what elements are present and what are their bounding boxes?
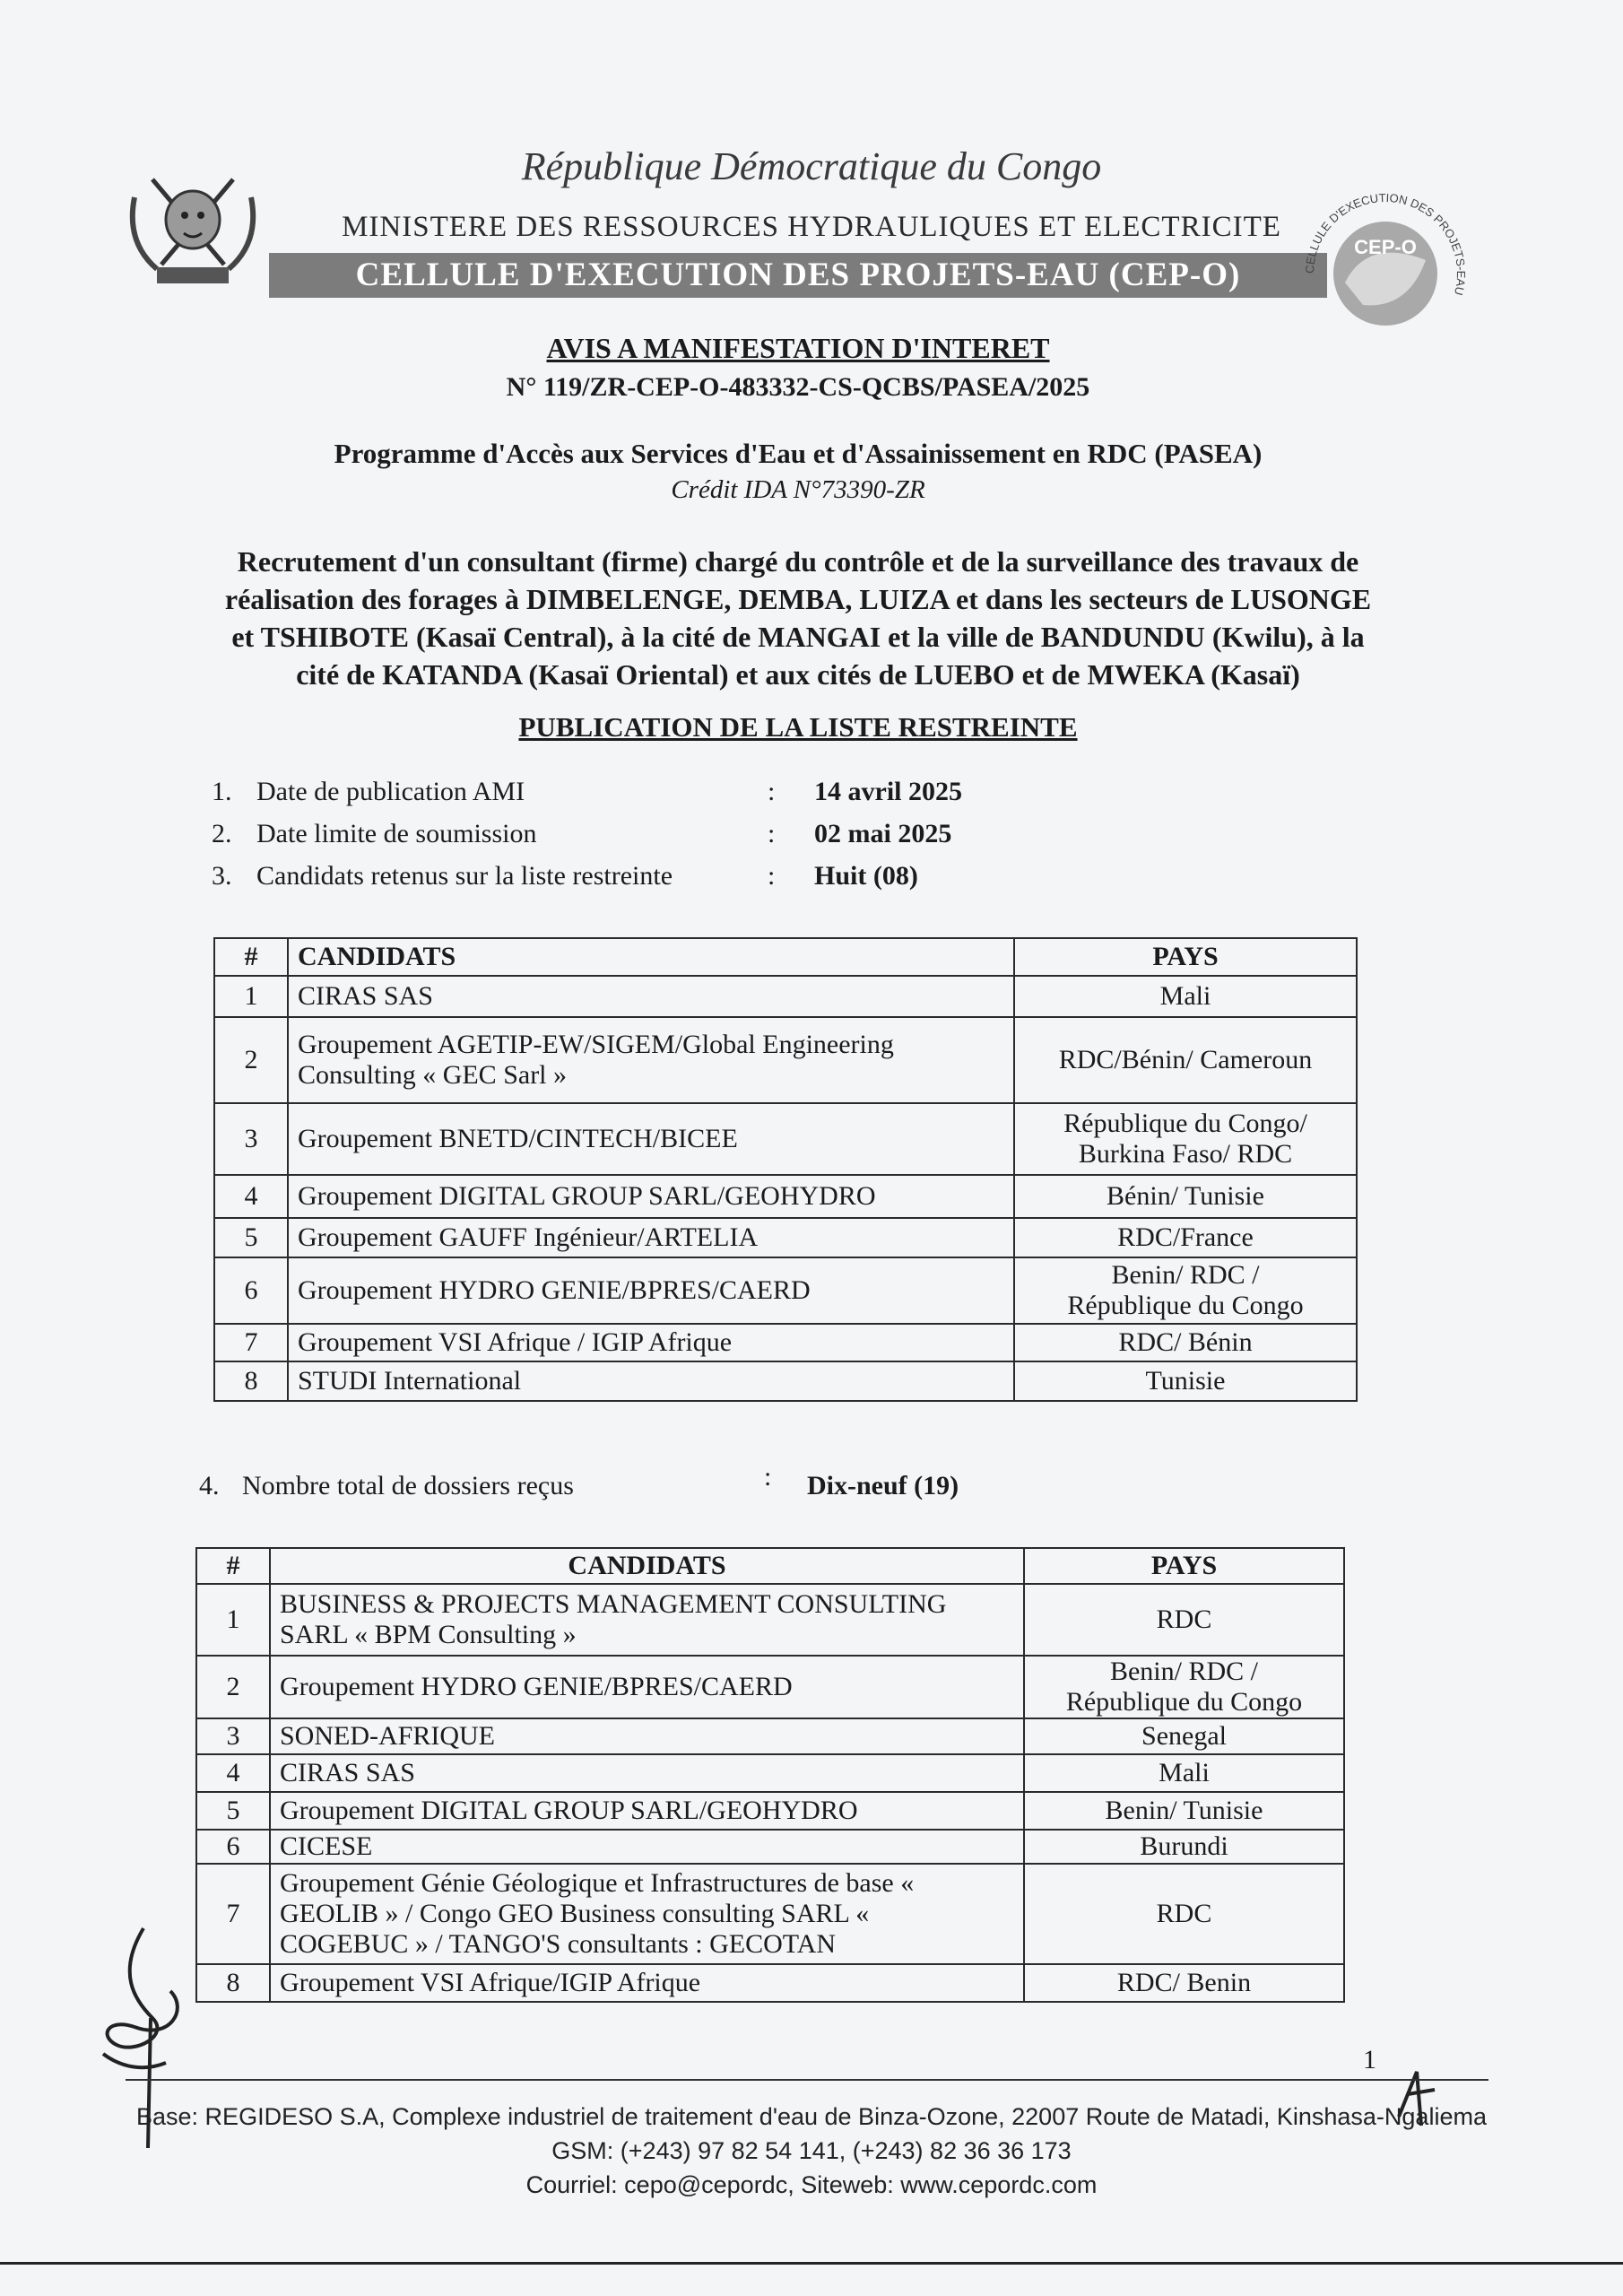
row-number: 1 — [196, 1584, 270, 1656]
row-number: 6 — [214, 1257, 288, 1324]
info-row-total-dossiers: 4. Nombre total de dossiers reçus : Dix-neuf (19) — [199, 1462, 959, 1500]
candidate-country-line: Benin/ Tunisie — [1105, 1796, 1263, 1825]
table-row — [214, 976, 1357, 1017]
candidate-country — [1014, 1103, 1357, 1175]
info-row-publication-date: 1. Date de publication AMI : 14 avril 2025 — [212, 777, 962, 806]
table-row — [196, 1964, 1344, 2002]
candidate-country-line: RDC/ Bénin — [1118, 1327, 1253, 1357]
candidate-name — [288, 1103, 1014, 1175]
candidate-country-line: République du Congo — [1067, 1291, 1304, 1320]
candidate-country-line: RDC — [1156, 1899, 1212, 1928]
candidate-name — [288, 1017, 1014, 1103]
column-header-country: PAYS — [1014, 938, 1357, 976]
candidate-name-line: Groupement DIGITAL GROUP SARL/GEOHYDRO — [280, 1796, 858, 1825]
row-number: 5 — [214, 1218, 288, 1257]
candidate-name — [288, 1175, 1014, 1218]
recruitment-line: cité de KATANDA (Kasaï Oriental) et aux cités de LUEBO et de MWEKA (Kasaï) — [296, 658, 1300, 691]
candidate-country-line: Tunisie — [1145, 1366, 1226, 1396]
candidate-name — [270, 1718, 1024, 1754]
table-row — [214, 1257, 1357, 1324]
candidate-country — [1024, 1754, 1344, 1792]
table-row — [196, 1864, 1344, 1964]
candidate-name — [270, 1656, 1024, 1718]
candidate-name — [270, 1864, 1024, 1964]
logo-acronym: CEP-O — [1354, 236, 1417, 258]
row-number: 2 — [214, 1017, 288, 1103]
candidate-name-line: Groupement VSI Afrique/IGIP Afrique — [280, 1968, 701, 1997]
candidate-country — [1014, 1017, 1357, 1103]
recruitment-description — [197, 543, 1399, 693]
candidate-country — [1014, 1218, 1357, 1257]
candidate-country-line: Bénin/ Tunisie — [1107, 1181, 1264, 1211]
candidate-name-line: Groupement VSI Afrique / IGIP Afrique — [298, 1327, 733, 1357]
table-row — [214, 1103, 1357, 1175]
table-row — [214, 1175, 1357, 1218]
all-candidates-body — [196, 1584, 1344, 2002]
table-row — [196, 1754, 1344, 1792]
candidate-name-line: SONED-AFRIQUE — [280, 1721, 495, 1751]
row-number: 5 — [196, 1792, 270, 1830]
candidate-country — [1024, 1964, 1344, 2002]
candidate-name-line: Groupement GAUFF Ingénieur/ARTELIA — [298, 1222, 759, 1252]
candidate-country — [1014, 1257, 1357, 1324]
notice-title: AVIS A MANIFESTATION D'INTERET — [546, 332, 1050, 364]
candidate-name-line: GEOLIB » / Congo GEO Business consulting SARL « — [280, 1899, 870, 1928]
candidate-name-line: Groupement DIGITAL GROUP SARL/GEOHYDRO — [298, 1181, 876, 1211]
row-number: 8 — [196, 1964, 270, 2002]
footer-contact: Courriel: cepo@cepordc, Siteweb: www.cepordc.com — [525, 2171, 1098, 2198]
candidate-country — [1014, 976, 1357, 1017]
table-row — [196, 1830, 1344, 1864]
candidate-country-line: RDC/Bénin/ Cameroun — [1058, 1045, 1313, 1074]
candidate-country-line: Benin/ RDC / — [1111, 1260, 1260, 1290]
candidate-name — [288, 1361, 1014, 1401]
row-number: 4 — [214, 1175, 288, 1218]
candidate-country-line: Burundi — [1140, 1831, 1228, 1861]
cellule-banner: CELLULE D'EXECUTION DES PROJETS-EAU (CEP-O) — [269, 253, 1327, 298]
all-candidates-table — [195, 1547, 1345, 2003]
candidate-name-line: BUSINESS & PROJECTS MANAGEMENT CONSULTING — [280, 1589, 947, 1619]
candidate-country-line: RDC — [1156, 1605, 1212, 1634]
candidate-name — [288, 976, 1014, 1017]
candidate-country — [1014, 1175, 1357, 1218]
table-row — [214, 1324, 1357, 1361]
candidate-country-line: République du Congo/ — [1063, 1109, 1307, 1138]
shortlist-table — [213, 937, 1358, 1402]
table-row — [196, 1792, 1344, 1830]
footer-address: Base: REGIDESO S.A, Complexe industriel de traitement d'eau de Binza-Ozone, 22007 Route de Matadi, Kinshasa-Ngaliema — [136, 2103, 1487, 2130]
info-row-shortlist-count: 3. Candidats retenus sur la liste restreinte : Huit (08) — [212, 861, 918, 891]
congo-coat-of-arms-emblem — [117, 161, 269, 296]
row-number: 4 — [196, 1754, 270, 1792]
candidate-name — [288, 1324, 1014, 1361]
candidate-country — [1024, 1830, 1344, 1864]
candidate-name — [270, 1754, 1024, 1792]
candidate-name-line: SARL « BPM Consulting » — [280, 1620, 577, 1649]
notice-number: N° 119/ZR-CEP-O-483332-CS-QCBS/PASEA/2025 — [506, 372, 1090, 402]
candidate-country — [1014, 1324, 1357, 1361]
candidate-country-line: Benin/ RDC / — [1109, 1657, 1258, 1686]
candidate-name — [288, 1257, 1014, 1324]
candidate-name-line: COGEBUC » / TANGO'S consultants : GECOTAN — [280, 1929, 837, 1959]
candidate-country-line: Senegal — [1141, 1721, 1227, 1751]
candidate-country-line: Burkina Faso/ RDC — [1078, 1139, 1293, 1169]
candidate-name-line: Groupement BNETD/CINTECH/BICEE — [298, 1124, 738, 1153]
table-row — [214, 1361, 1357, 1401]
column-header-num: # — [196, 1548, 270, 1584]
candidate-name-line: STUDI International — [298, 1366, 522, 1396]
candidate-name — [270, 1584, 1024, 1656]
candidate-country-line: RDC/ Benin — [1116, 1968, 1252, 1997]
candidate-name-line: CIRAS SAS — [280, 1758, 415, 1787]
candidate-country — [1024, 1864, 1344, 1964]
candidate-country — [1014, 1361, 1357, 1401]
row-number: 1 — [214, 976, 288, 1017]
republic-title: République Démocratique du Congo — [521, 144, 1102, 188]
candidate-name — [288, 1218, 1014, 1257]
candidate-name-line: Groupement Génie Géologique et Infrastructures de base « — [280, 1868, 915, 1898]
candidate-name — [270, 1830, 1024, 1864]
candidate-name — [270, 1964, 1024, 2002]
candidate-country-line: RDC/France — [1117, 1222, 1254, 1252]
candidate-name-line: CICESE — [280, 1831, 373, 1861]
row-number: 8 — [214, 1361, 288, 1401]
column-header-candidates: CANDIDATS — [288, 938, 1014, 976]
logo-ring-text: CELLULE D'EXECUTION DES PROJETS-EAU — [1302, 190, 1469, 297]
recruitment-line: et TSHIBOTE (Kasaï Central), à la cité de MANGAI et la ville de BANDUNDU (Kwilu), à la — [231, 621, 1365, 653]
recruitment-line: réalisation des forages à DIMBELENGE, DEMBA, LUIZA et dans les secteurs de LUSONGE — [224, 583, 1372, 615]
candidate-name-line: CIRAS SAS — [298, 981, 433, 1011]
candidate-country — [1024, 1792, 1344, 1830]
table-row — [214, 1218, 1357, 1257]
info-row-deadline: 2. Date limite de soumission : 02 mai 2025 — [212, 819, 952, 848]
table-row — [196, 1584, 1344, 1656]
programme-title: Programme d'Accès aux Services d'Eau et d'Assainissement en RDC (PASEA) — [334, 438, 1263, 469]
candidate-country — [1024, 1656, 1344, 1718]
column-header-num: # — [214, 938, 288, 976]
shortlist-body — [214, 976, 1357, 1401]
column-header-country: PAYS — [1024, 1548, 1344, 1584]
bottom-divider — [0, 2262, 1623, 2265]
candidate-name-line: Groupement HYDRO GENIE/BPRES/CAERD — [298, 1275, 811, 1305]
publication-heading: PUBLICATION DE LA LISTE RESTREINTE — [518, 711, 1078, 743]
candidate-name — [270, 1792, 1024, 1830]
table-row — [196, 1656, 1344, 1718]
column-header-candidates: CANDIDATS — [270, 1548, 1024, 1584]
row-number: 7 — [196, 1864, 270, 1964]
credit-reference: Crédit IDA N°73390-ZR — [671, 475, 925, 504]
candidate-name-line: Consulting « GEC Sarl » — [298, 1060, 568, 1090]
row-number: 3 — [196, 1718, 270, 1754]
candidate-country-line: Mali — [1159, 1758, 1210, 1787]
row-number: 7 — [214, 1324, 288, 1361]
page-number: 1 — [1363, 2045, 1376, 2074]
table-row — [214, 1017, 1357, 1103]
row-number: 6 — [196, 1830, 270, 1864]
candidate-country — [1024, 1584, 1344, 1656]
candidate-country — [1024, 1718, 1344, 1754]
footer-phone: GSM: (+243) 97 82 54 141, (+243) 82 36 36 173 — [551, 2137, 1072, 2164]
row-number: 2 — [196, 1656, 270, 1718]
recruitment-line: Recrutement d'un consultant (firme) chargé du contrôle et de la surveillance des travaux de — [237, 545, 1359, 578]
footer-divider — [126, 2079, 1488, 2081]
row-number: 3 — [214, 1103, 288, 1175]
candidate-country-line: République du Congo — [1065, 1687, 1303, 1717]
candidate-name-line: Groupement HYDRO GENIE/BPRES/CAERD — [280, 1672, 793, 1701]
candidate-country-line: Mali — [1159, 981, 1211, 1011]
ministry-title: MINISTERE DES RESSOURCES HYDRAULIQUES ET ELECTRICITE — [342, 211, 1281, 243]
candidate-name-line: Groupement AGETIP-EW/SIGEM/Global Engineering — [298, 1030, 894, 1059]
table-row — [196, 1718, 1344, 1754]
